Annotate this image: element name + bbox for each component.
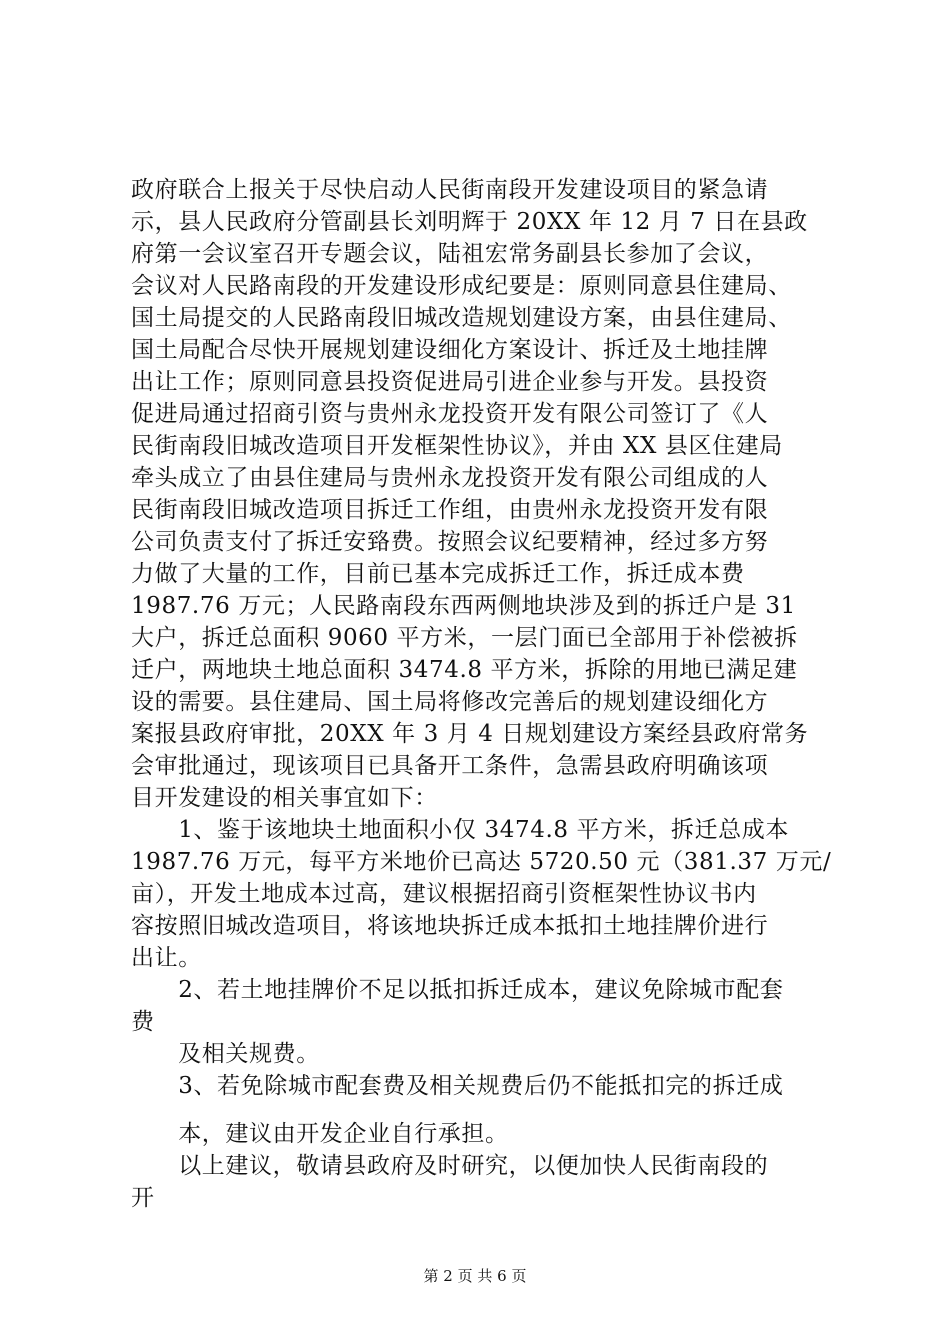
body-text-line: 2、若土地挂牌价不足以抵扣拆迁成本，建议免除城市配套	[131, 977, 784, 1003]
body-text-line: 民街南段旧城改造项目拆迁工作组，由贵州永龙投资开发有限	[131, 497, 769, 523]
body-text-line: 及相关规费。	[131, 1041, 320, 1067]
body-text-line: 出让。	[131, 945, 202, 971]
body-text-line: 以上建议，敬请县政府及时研究，以便加快人民街南段的	[131, 1153, 769, 1179]
body-text-line: 促进局通过招商引资与贵州永龙投资开发有限公司签订了《人	[131, 401, 769, 427]
body-text-line: 1987.76 万元，每平方米地价已高达 5720.50 元（381.37 万元/	[131, 849, 832, 875]
body-text-line: 府第一会议室召开专题会议，陆祖宏常务副县长参加了会议，	[131, 241, 769, 267]
body-text-line: 案报县政府审批，20XX 年 3 月 4 日规划建设方案经县政府常务	[131, 721, 809, 747]
body-text-line: 本，建议由开发企业自行承担。	[131, 1121, 509, 1147]
body-text-line: 示，县人民政府分管副县长刘明辉于 20XX 年 12 月 7 日在县政	[131, 209, 808, 235]
body-text-line: 民街南段旧城改造项目开发框架性协议》，并由 XX 县区住建局	[131, 433, 783, 459]
body-text-line: 政府联合上报关于尽快启动人民街南段开发建设项目的紧急请	[131, 177, 769, 203]
body-text-line: 大户，拆迁总面积 9060 平方米，一层门面已全部用于补偿被拆	[131, 625, 798, 651]
body-text-line: 国土局配合尽快开展规划建设细化方案设计、拆迁及土地挂牌	[131, 337, 769, 363]
body-text-line: 目开发建设的相关事宜如下：	[131, 785, 438, 811]
body-text-line: 亩），开发土地成本过高，建议根据招商引资框架性协议书内	[131, 881, 757, 907]
body-text-line: 国土局提交的人民路南段旧城改造规划建设方案，由县住建局、	[131, 305, 792, 331]
body-text-line: 容按照旧城改造项目，将该地块拆迁成本抵扣土地挂牌价进行	[131, 913, 769, 939]
body-text-line: 开	[131, 1185, 155, 1211]
body-text-line: 迁户，两地块土地总面积 3474.8 平方米，拆除的用地已满足建	[131, 657, 798, 683]
page-number-footer: 第 2 页 共 6 页	[423, 1267, 527, 1285]
body-text-line: 3、若免除城市配套费及相关规费后仍不能抵扣完的拆迁成	[131, 1073, 784, 1099]
body-text-line: 力做了大量的工作，目前已基本完成拆迁工作，拆迁成本费	[131, 561, 745, 587]
body-text-line: 费	[131, 1009, 155, 1035]
body-text-line: 会审批通过，现该项目已具备开工条件，急需县政府明确该项	[131, 753, 769, 779]
body-text-line: 牵头成立了由县住建局与贵州永龙投资开发有限公司组成的人	[131, 465, 769, 491]
body-text-line: 设的需要。县住建局、国土局将修改完善后的规划建设细化方	[131, 689, 769, 715]
body-text-line: 1、鉴于该地块土地面积小仅 3474.8 平方米，拆迁总成本	[131, 817, 789, 843]
body-text-line: 会议对人民路南段的开发建设形成纪要是：原则同意县住建局、	[131, 273, 792, 299]
body-text-line: 公司负责支付了拆迁安臵费。按照会议纪要精神，经过多方努	[131, 529, 769, 555]
body-text-line: 出让工作；原则同意县投资促进局引进企业参与开发。县投资	[131, 369, 769, 395]
body-text-line: 1987.76 万元；人民路南段东西两侧地块涉及到的拆迁户是 31	[131, 593, 796, 619]
